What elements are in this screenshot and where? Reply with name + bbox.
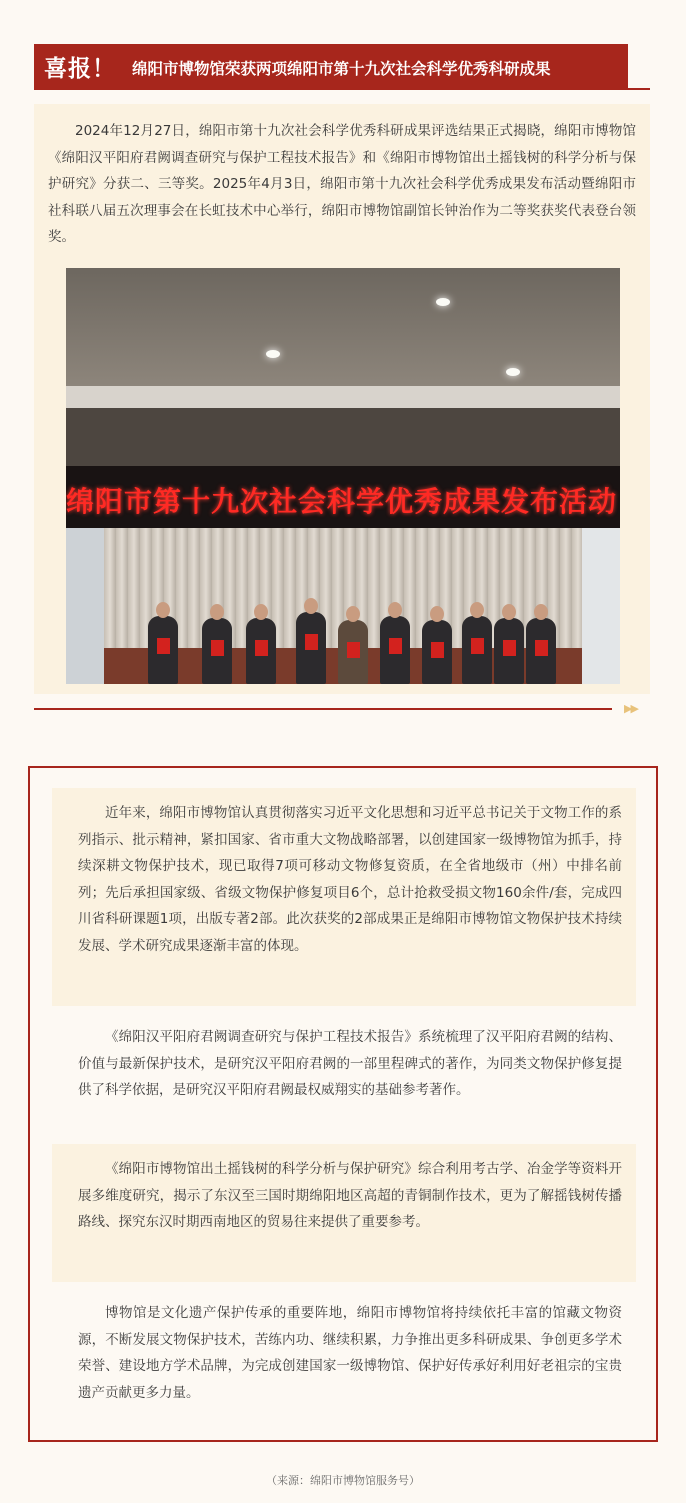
award-recipient — [422, 620, 452, 684]
award-recipient — [494, 618, 524, 684]
double-arrow-icon: ▶▶ — [624, 702, 637, 715]
body-paragraph-4: 博物馆是文化遗产保护传承的重要阵地，绵阳市博物馆将持续依托丰富的馆藏文物资源，不断发展文物保护技术，苦练内功、继续积累，力争推出更多科研成果、争创更多学术荣誉、建设地方学术品牌，为完成创建国家一级博物馆、保护好传承好利用好老祖宗的宝贵遗产贡献更多力量。 — [78, 1305, 622, 1401]
body-block-1 — [52, 788, 636, 1006]
award-recipient — [462, 616, 492, 684]
section-divider — [34, 708, 612, 710]
article-title: 绵阳市博物馆荣获两项绵阳市第十九次社会科学优秀科研成果 — [132, 60, 551, 78]
award-recipient — [246, 618, 276, 684]
body-panel — [28, 766, 658, 1442]
award-recipient — [296, 612, 326, 684]
event-banner — [66, 466, 620, 528]
award-recipient — [380, 616, 410, 684]
body-block-2 — [52, 1020, 636, 1140]
award-recipient — [202, 618, 232, 684]
header-underline — [628, 88, 650, 90]
award-recipient — [148, 616, 178, 684]
header-tag: 喜报！ — [44, 56, 116, 82]
article-header — [34, 44, 650, 90]
source-note: （来源：绵阳市博物馆服务号） — [266, 1474, 420, 1487]
body-paragraph-1: 近年来，绵阳市博物馆认真贯彻落实习近平文化思想和习近平总书记关于文物工作的系列指示、批示精神，紧扣国家、省市重大文物战略部署，以创建国家一级博物馆为抓手，持续深耕文物保护技术，现已取得7项可移动文物修复资质，在全省地级市（州）中排名前列；先后承担国家级、省级文物保护修复项目6个，总计抢救受损文物160余件/套，完成四川省科研课题1项，出版专著2部。此次获奖的2部成果正是绵阳市博物馆文物保护技术持续发展、学术研究成果逐渐丰富的体现。 — [78, 805, 622, 954]
body-block-4 — [52, 1294, 636, 1424]
award-recipient — [526, 618, 556, 684]
award-ceremony-photo — [66, 268, 620, 684]
award-recipient — [338, 620, 368, 684]
event-banner-text: 绵阳市第十九次社会科学优秀成果发布活动 — [66, 485, 618, 518]
intro-paragraph: 2024年12月27日，绵阳市第十九次社会科学优秀科研成果评选结果正式揭晓，绵阳市博物馆《绵阳汉平阳府君阙调查研究与保护工程技术报告》和《绵阳市博物馆出土摇钱树的科学分析与保护研究》分获二、三等奖。2025年4月3日，绵阳市第十九次社会科学优秀成果发布活动暨绵阳市社科联八届五次理事会在长虹技术中心举行，绵阳市博物馆副馆长钟治作为二等奖获奖代表登台领奖。 — [48, 123, 636, 245]
body-block-3 — [52, 1144, 636, 1282]
body-paragraph-3: 《绵阳市博物馆出土摇钱树的科学分析与保护研究》综合利用考古学、冶金学等资料开展多维度研究，揭示了东汉至三国时期绵阳地区高超的青铜制作技术，更为了解摇钱树传播路线、探究东汉时期西南地区的贸易往来提供了重要参考。 — [78, 1161, 622, 1230]
body-paragraph-2: 《绵阳汉平阳府君阙调查研究与保护工程技术报告》系统梳理了汉平阳府君阙的结构、价值与最新保护技术，是研究汉平阳府君阙的一部里程碑式的著作，为同类文物保护修复提供了科学依据，是研究汉平阳府君阙最权威翔实的基础参考著作。 — [78, 1029, 622, 1098]
